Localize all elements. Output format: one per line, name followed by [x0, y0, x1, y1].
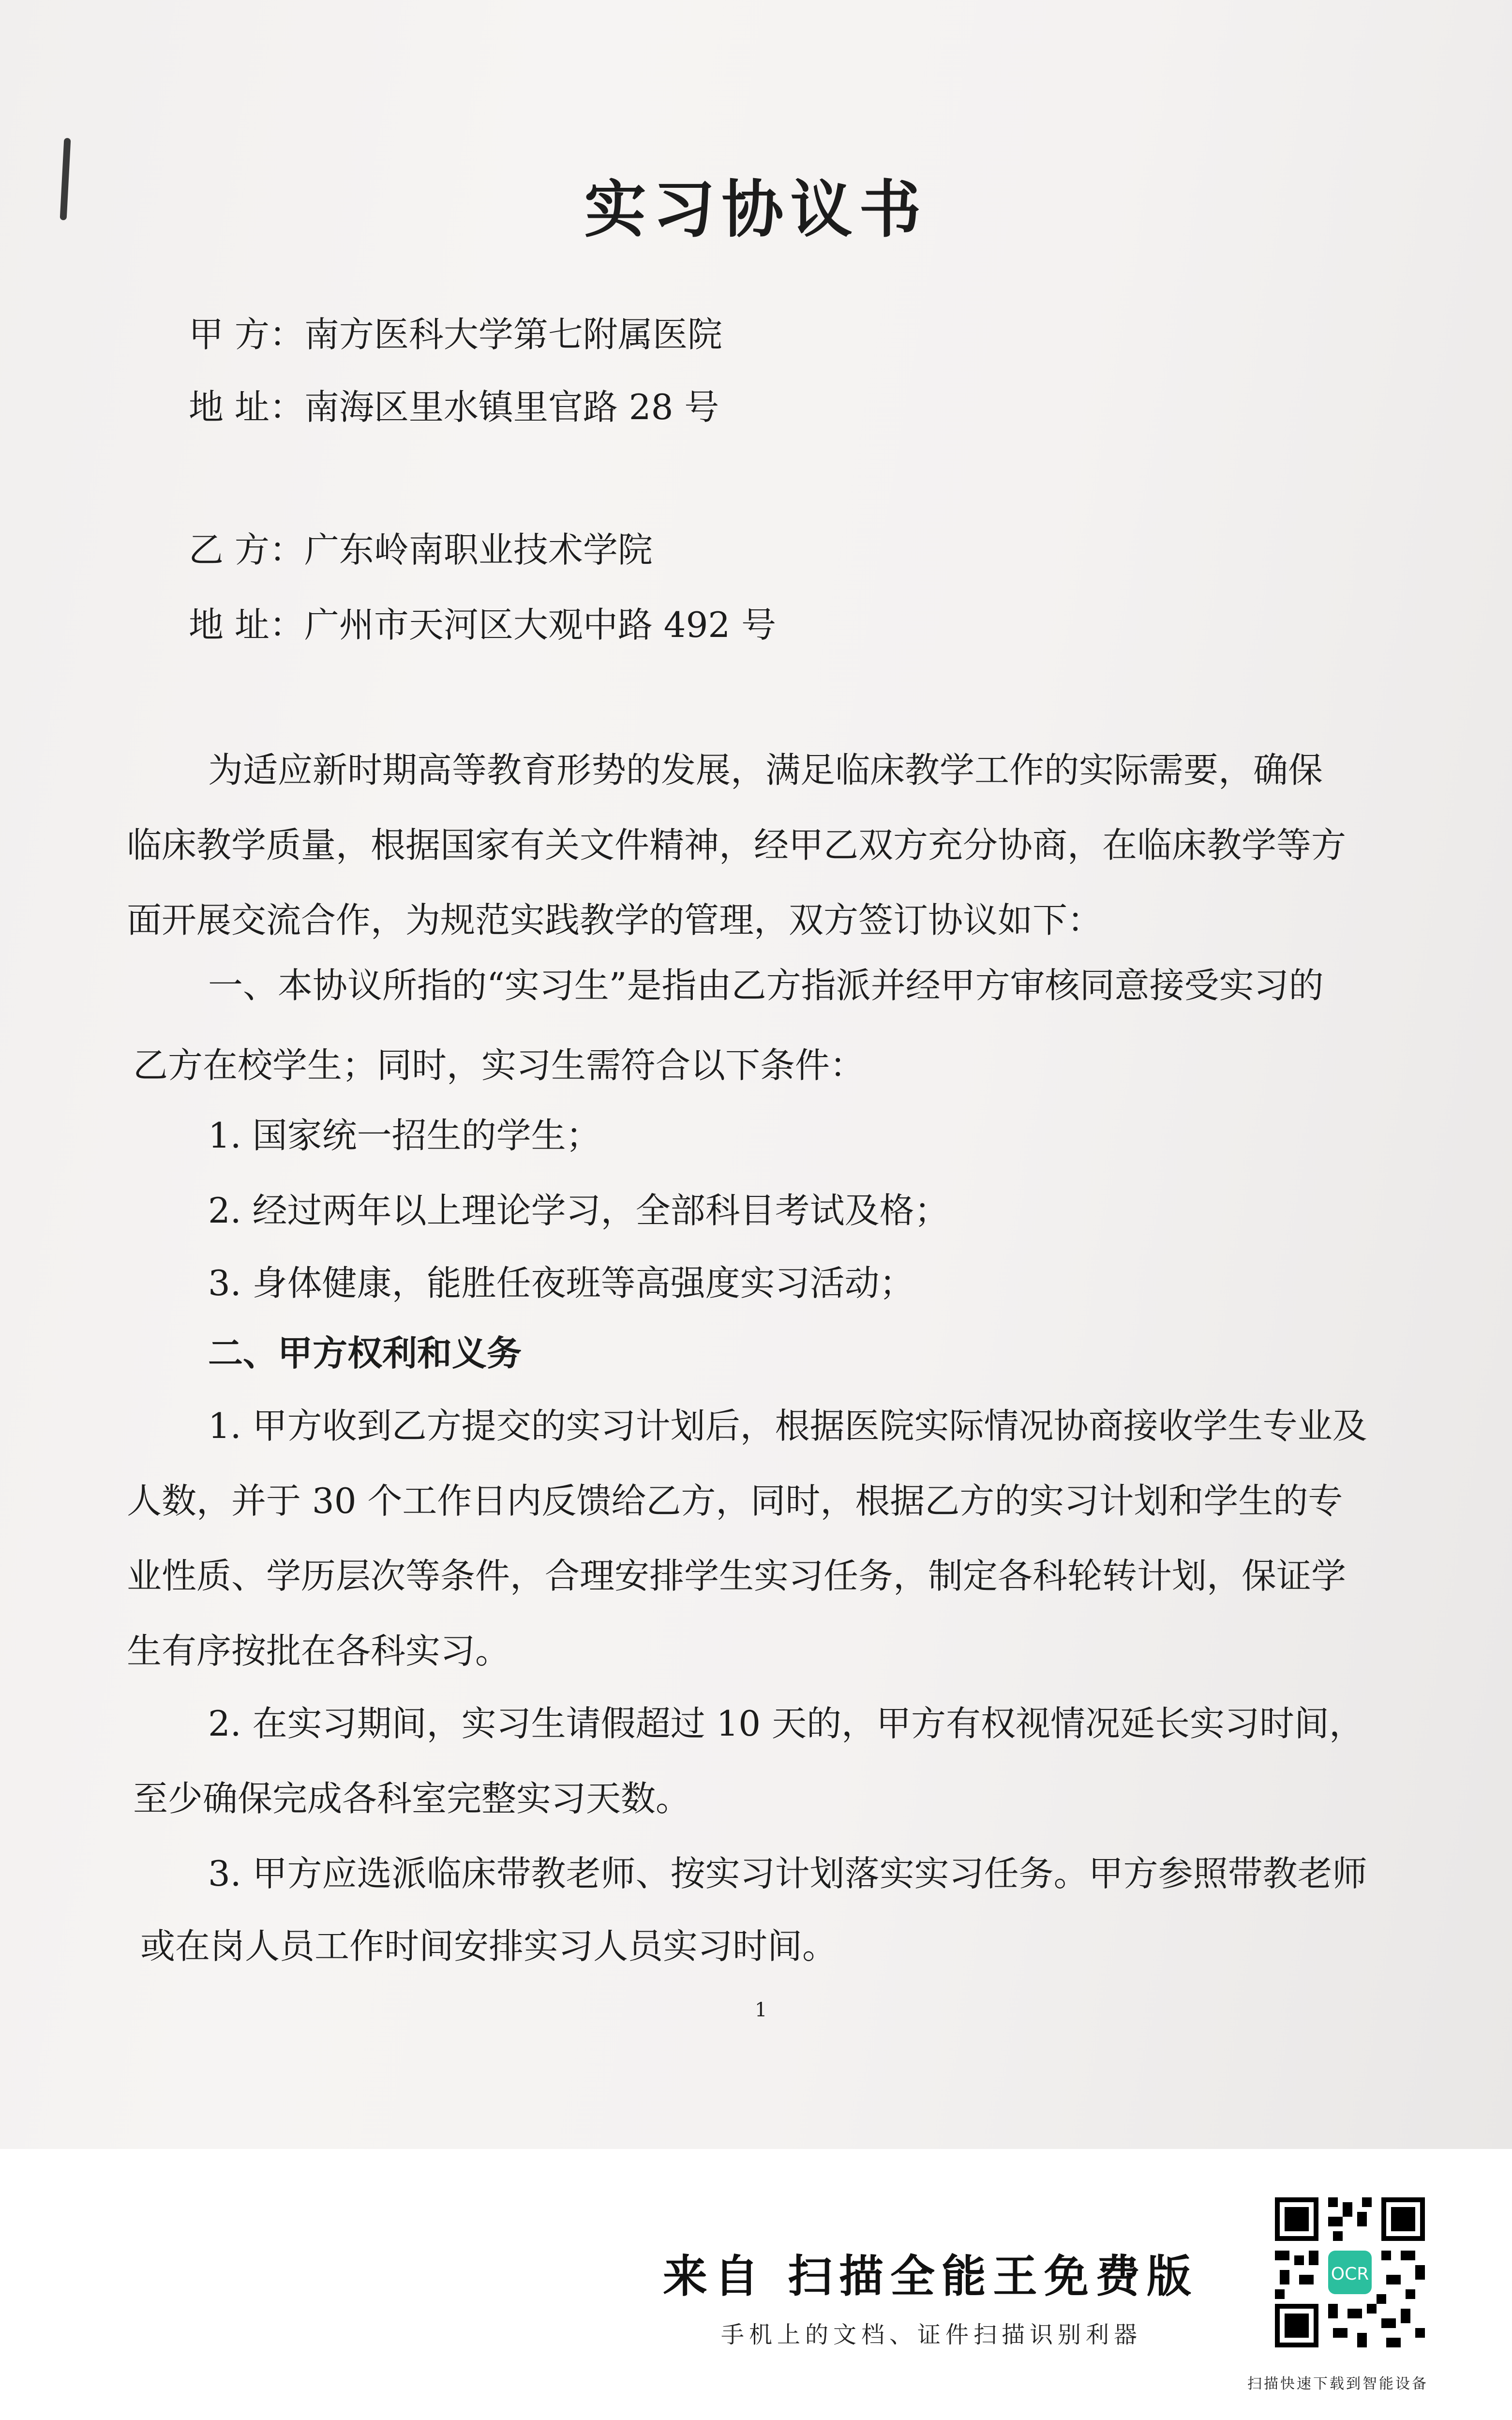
qr-caption: 扫描快速下载到智能设备 — [1247, 2375, 1428, 2392]
condition-3: 3. 身体健康，能胜任夜班等高强度实习活动； — [208, 1263, 914, 1303]
party-a-name: 甲 方：南方医科大学第七附属医院 — [189, 314, 722, 355]
page-number: 1 — [755, 1999, 767, 2021]
party-a-address: 地 址：南海区里水镇里官路 28 号 — [189, 387, 719, 427]
party-b-name: 乙 方：广东岭南职业技术学院 — [189, 529, 653, 570]
footer-subtitle: 手机上的文档、证件扫描识别利器 — [721, 2321, 1142, 2348]
clause3-line-2: 或在岗人员工作时间安排实习人员实习时间。 — [140, 1926, 838, 1966]
clause1-line-4: 生有序按批在各科实习。 — [127, 1631, 510, 1671]
intro-line-3: 面开展交流合作，为规范实践教学的管理，双方签订协议如下： — [127, 900, 1103, 940]
intro-line-1: 为适应新时期高等教育形势的发展，满足临床教学工作的实际需要，确保 — [208, 750, 1323, 790]
condition-1: 1. 国家统一招生的学生； — [208, 1115, 601, 1156]
party-b-address: 地 址：广州市天河区大观中路 492 号 — [189, 605, 777, 645]
qr-badge-label: OCR — [1331, 2264, 1369, 2284]
condition-2: 2. 经过两年以上理论学习，全部科目考试及格； — [208, 1190, 949, 1231]
footer-title: 来自 扫描全能王免费版 — [663, 2250, 1198, 2302]
intro-line-2: 临床教学质量，根据国家有关文件精神，经甲乙双方充分协商，在临床教学等方 — [127, 825, 1347, 865]
document-title: 实习协议书 — [584, 174, 928, 246]
clause3-line-1: 3. 甲方应选派临床带教老师、按实习计划落实实习任务。甲方参照带教老师 — [208, 1853, 1367, 1894]
section1-line-2: 乙方在校学生；同时，实习生需符合以下条件： — [133, 1045, 865, 1086]
qr-code-icon[interactable] — [1270, 2193, 1430, 2352]
section1-line-1: 一、本协议所指的“实习生”是指由乙方指派并经甲方审核同意接受实习的 — [208, 965, 1324, 1006]
clause2-line-1: 2. 在实习期间，实习生请假超过 10 天的，甲方有权视情况延长实习时间， — [208, 1703, 1364, 1744]
clause1-line-3: 业性质、学历层次等条件，合理安排学生实习任务，制定各科轮转计划，保证学 — [127, 1556, 1347, 1596]
section2-heading: 二、甲方权利和义务 — [208, 1332, 522, 1374]
clause1-line-1: 1. 甲方收到乙方提交的实习计划后，根据医院实际情况协商接收学生专业及 — [208, 1406, 1367, 1446]
clause1-line-2: 人数，并于 30 个工作日内反馈给乙方，同时，根据乙方的实习计划和学生的专 — [127, 1481, 1343, 1521]
clause2-line-2: 至少确保完成各科室完整实习天数。 — [133, 1778, 691, 1819]
